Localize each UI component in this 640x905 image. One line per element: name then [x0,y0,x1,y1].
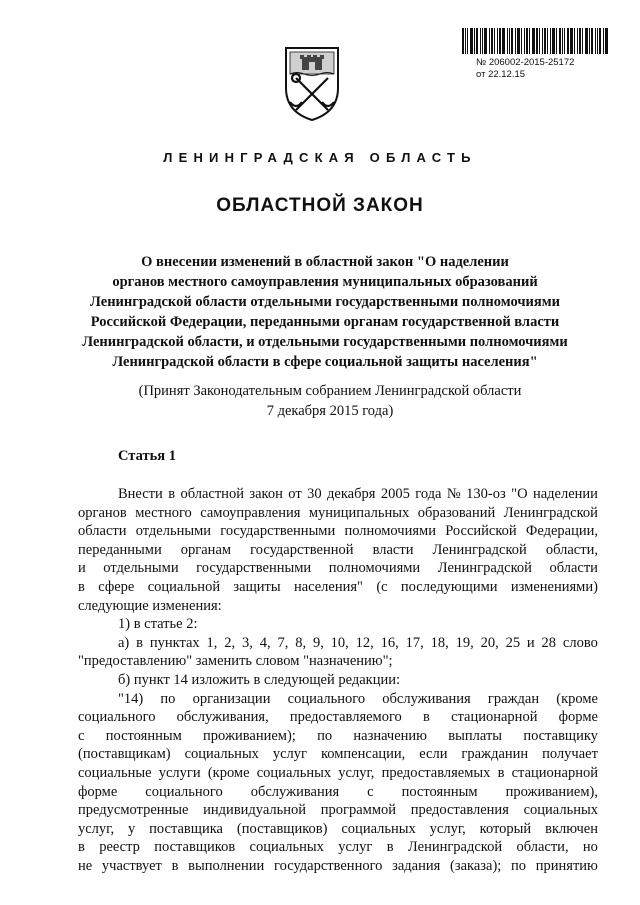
body-word: 2005 [380,486,410,502]
body-word: наделении [532,486,598,502]
body-word: с [78,727,85,744]
body-word: "О [511,486,528,502]
body-word: программой [320,802,397,819]
body-word: по [317,727,333,744]
body-word: 20, [480,634,499,651]
body-word: (поставщиков) [236,820,328,837]
barcode-bar [521,28,522,54]
barcode-bar [559,28,561,54]
barcode-bar [482,28,483,54]
body-word: социального [78,709,156,726]
barcode-bar [529,28,530,54]
body-word: сфере [98,578,135,595]
barcode-bar [552,28,555,54]
body-line [78,559,598,578]
body-word: пунктах [149,634,200,651]
body-word: предоставляемых [381,764,491,781]
body-word: следующие изменения: [78,597,222,614]
region-name: ЛЕНИНГРАДСКАЯ ОБЛАСТЬ [163,150,477,165]
body-word: но [582,839,598,856]
barcode-bar [570,28,573,54]
body-word: задания [392,857,441,874]
barcode-bar [502,28,505,54]
body-word: выполнении [188,857,265,874]
body-word: последующими [400,578,498,595]
body-word: "предоставлению" заменить словом "назначению"; [78,653,393,670]
body-word: 16, [380,634,399,651]
law-title-line: Ленинградской области в сфере социальной защиты населения" [112,354,538,370]
body-word: услуги [158,764,201,781]
body-word: в [78,578,85,595]
barcode-bar [556,28,557,54]
body-word: не [78,857,93,874]
body-word: обслуживания [382,690,471,707]
body-word: 28 [541,634,557,651]
adoption-line: (Принят Законодательным собранием Ленинградской области [138,383,522,399]
body-word: в [168,486,176,502]
body-word: 8, [295,634,307,651]
barcode-bar [462,28,464,54]
barcode-bar [567,28,569,54]
barcode-bar [577,28,578,54]
body-word: 19, [455,634,474,651]
body-word: от [288,486,302,502]
body-word: защиты [233,578,281,595]
body-word: с [367,783,374,800]
body-word: стационарной [511,764,598,781]
body-word: стационарной [451,709,538,726]
body-word: области, [516,839,569,856]
body-word: в [171,857,179,874]
body-word: Российской [445,523,517,540]
body-word: гражданин [461,746,529,763]
body-word: в [423,709,430,726]
barcode-bar [467,28,468,54]
body-word: социальных [341,820,416,837]
body-line [78,838,598,857]
body-word: проживанием); [203,727,296,744]
body-word: получает [542,746,598,763]
body-word: 7, [277,634,289,651]
barcode-bar [511,28,513,54]
barcode-bar [539,28,540,54]
body-word: (кроме [207,764,250,781]
barcode-bar [532,28,535,54]
body-word: у [128,820,136,837]
body-word: социальных [523,802,598,819]
body-word: местного [135,504,192,521]
body-word: социальных [249,839,324,856]
barcode-bar [480,28,481,54]
body-word: предоставляемого [289,709,402,726]
body-line [78,801,598,820]
body-word: государственной [250,541,354,558]
body-line [78,652,598,671]
law-title-line: органов местного самоуправления муниципальных образований [112,274,538,290]
body-word: области [78,523,127,540]
body-word: социальной [147,578,221,595]
barcode-bar [476,28,478,54]
body-word: Внести [118,486,163,502]
barcode-bar [524,28,525,54]
body-word: участвует [101,857,162,874]
body-word: государственными [220,523,336,540]
body-word: (кроме [556,690,598,707]
barcode [462,28,612,54]
document-type: ОБЛАСТНОЙ ЗАКОН [216,195,424,216]
body-word: в [136,634,143,651]
law-title [70,252,580,372]
body-word: полномочиями [328,560,421,577]
coat-of-arms-icon [282,44,342,122]
body-word: переданными [78,541,162,558]
body-word: органам [180,541,232,558]
body-word: реестр [99,839,140,856]
body-word: власти [372,541,414,558]
body-word: постоянным [401,783,478,800]
body-word: форме [78,783,118,800]
body-word: 130-оз [466,486,506,502]
body-line [78,708,598,727]
body-line [78,541,598,560]
body-word: № [446,486,461,502]
body-word: (заказа); [450,857,502,874]
body-line [78,764,598,783]
body-line [78,634,598,653]
body-word: обслуживания [250,783,340,800]
body-word: (с [376,578,388,595]
barcode-bar [497,28,498,54]
body-word: поставщика [149,820,223,837]
body-word: 3, [242,634,253,651]
body-word: органов [78,504,127,521]
barcode-bar [494,28,495,54]
law-title-line: О внесении изменений в областной закон "О наделении [141,254,509,270]
barcode-bar [542,28,543,54]
body-word: индивидуальной [203,802,307,819]
body-line [78,522,598,541]
body-word: образований [417,504,496,521]
body-word: государственного [274,857,383,874]
body-word: 4, [259,634,271,651]
body-word: Ленинградской [407,839,503,856]
body-word: Ленинградской [437,560,532,577]
barcode-bar [599,28,601,54]
body-word: и [78,560,86,577]
body-word: если [419,746,448,763]
law-title-line: Ленинградской области, и отдельными государственными полномочиями [82,334,568,350]
body-word: 9, [312,634,324,651]
body-word: закон [249,486,283,502]
barcode-bar [507,28,508,54]
body-line [78,615,598,634]
barcode-bar [579,28,581,54]
body-word: отдельными [103,560,179,577]
body-line [78,783,598,802]
body-word: населения" [293,578,363,595]
body-word: года [415,486,442,502]
body-word: социальных [256,764,332,781]
barcode-bar [582,28,583,54]
body-word: Ленинградской [432,541,527,558]
barcode-bar [474,28,475,54]
body-line [78,597,598,616]
barcode-bar [589,28,590,54]
body-word: назначению [353,727,428,744]
body-word: 10, [330,634,349,651]
body-word: социальные [78,764,152,781]
body-word: форме [558,709,598,726]
body-word: полномочиями [344,523,436,540]
body-line [78,857,598,876]
body-word: 2, [224,634,236,651]
body-word: социального [287,690,366,707]
barcode-bar [465,28,466,54]
registration-stamp [462,28,612,81]
body-word: области, [545,541,598,558]
body-word: Федерации, [525,523,598,540]
body-word: предусмотренные [78,802,189,819]
body-word: 12, [355,634,374,651]
body-word: социального [145,783,223,800]
adoption-note [80,381,580,421]
body-word: областной [180,486,244,502]
body-word: услуг [272,746,307,763]
body-word: муниципальных [308,504,410,521]
body-word: "14) [118,690,144,707]
barcode-bar [547,28,548,54]
body-word: 18, [430,634,449,651]
barcode-bar [595,28,596,54]
body-word: 17, [405,634,424,651]
barcode-bar [526,28,528,54]
barcode-bar [562,28,563,54]
body-word: социальных [184,746,259,763]
body-word: слово [562,634,598,651]
body-word: услуг [338,839,373,856]
body-word: организации [192,690,271,707]
body-line [78,485,598,504]
barcode-bar [536,28,538,54]
body-word: 30 [307,486,322,502]
barcode-bar [517,28,520,54]
law-title-line: Ленинградской области отдельными государственными полномочиями [90,294,560,310]
body-word: услуг, [429,820,466,837]
body-word: по [511,857,527,874]
body-word: в [78,839,85,856]
body-word: постоянным [105,727,182,744]
body-word: обслуживания, [176,709,269,726]
law-title-line: Российской Федерации, переданными органам государственной власти [90,314,560,330]
body-word: поставщиков [154,839,236,856]
barcode-bar [574,28,575,54]
body-word: отдельными [135,523,212,540]
article-heading: Статья 1 [118,448,176,464]
body-word: (поставщикам) [78,746,171,763]
adoption-line: 7 декабря 2015 года) [266,403,394,419]
article-body [78,485,598,875]
body-word: граждан [487,690,540,707]
barcode-bar [515,28,516,54]
body-word: предоставления [410,802,509,819]
body-word: компенсации, [320,746,406,763]
barcode-bar [491,28,493,54]
body-word: принятию [535,857,598,874]
body-word: услуг, [338,764,375,781]
body-line [78,504,598,523]
body-word: б) пункт 14 изложить в следующей редакции: [118,671,400,688]
body-word: самоуправления [200,504,301,521]
body-word: поставщику [523,727,598,744]
barcode-bar [585,28,588,54]
body-word: Ленинградской [503,504,598,521]
barcode-bar [603,28,604,54]
body-word: который [479,820,532,837]
body-word: области [549,560,598,577]
barcode-bar [484,28,487,54]
body-word: по [160,690,176,707]
barcode-bar [550,28,551,54]
body-word: услуг, [78,820,115,837]
barcode-bar [499,28,501,54]
body-word: проживанием), [505,783,598,800]
barcode-bar [489,28,490,54]
body-line [78,690,598,709]
barcode-bar [605,28,608,54]
body-word: в [386,839,394,856]
barcode-bar [509,28,510,54]
barcode-bar [597,28,598,54]
body-word: включен [545,820,598,837]
barcode-bar [591,28,593,54]
registration-number: № 206002-2015-25172 [476,57,575,68]
body-word: декабря [327,486,376,502]
body-word: 1) в статье 2: [118,616,198,633]
body-word: государственными [196,560,312,577]
body-word: и [526,634,535,651]
body-word: 1, [206,634,218,651]
barcode-bar [544,28,546,54]
body-word: а) [118,634,130,651]
body-line [78,745,598,764]
barcode-bar [564,28,565,54]
body-line [78,727,598,746]
body-word: выплаты [448,727,503,744]
registration-date: от 22.12.15 [476,69,526,80]
barcode-bar [470,28,473,54]
body-line [78,671,598,690]
body-word: изменениями) [510,578,598,595]
body-word: 25 [505,634,521,651]
body-word: в [497,764,505,781]
body-line [78,578,598,597]
body-line [78,820,598,839]
